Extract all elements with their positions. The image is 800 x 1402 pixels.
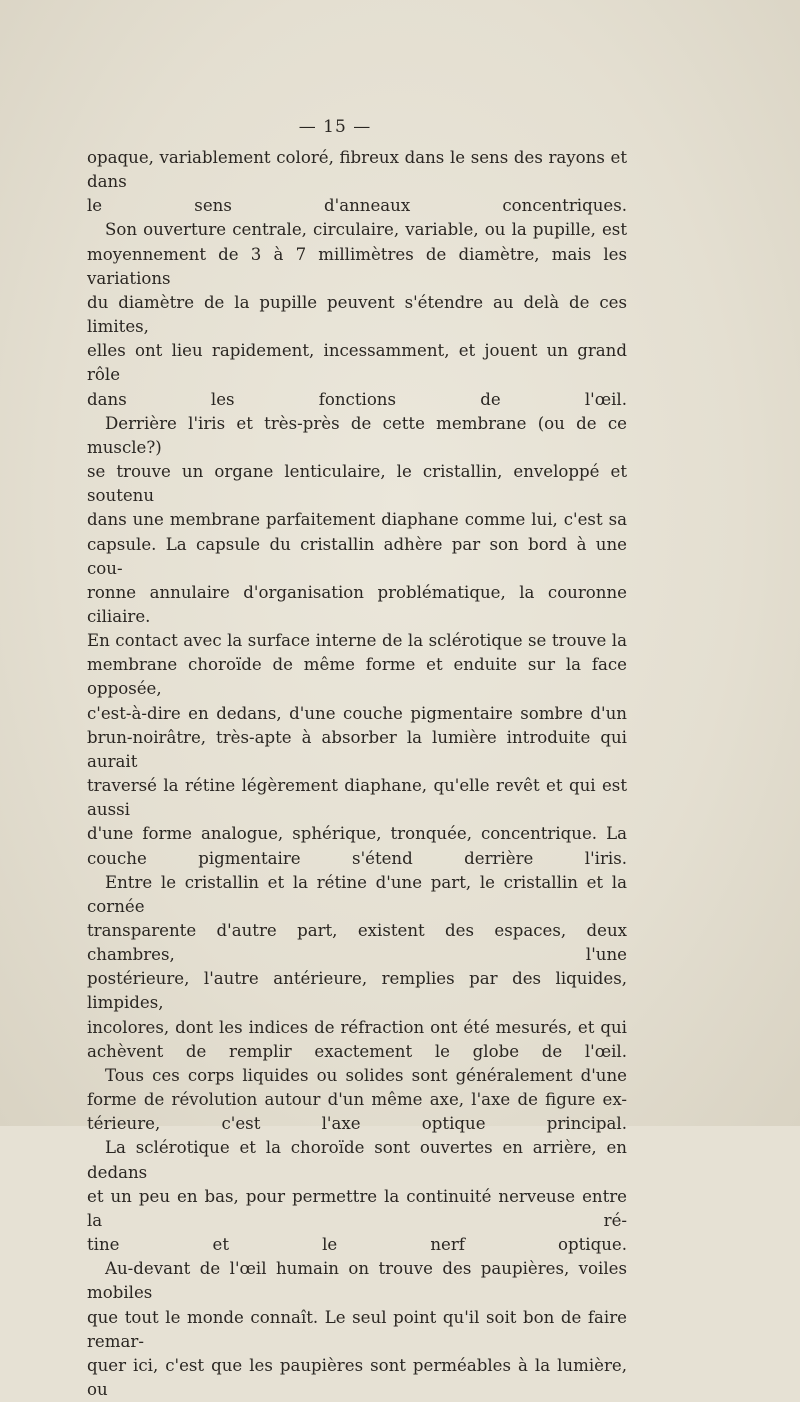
text-line: transparente d'autre part, existent des espaces, deux chambres, l'une [87,921,627,965]
text-line: opaque, variablement coloré, fibreux dans le sens des rayons et dans [87,148,627,192]
text-line: traversé la rétine légèrement diaphane, qu'elle revêt et qui est aussi [87,776,627,820]
text-line: se trouve un organe lenticulaire, le cristallin, enveloppé et soutenu [87,462,627,506]
text-line: ronne annulaire d'organisation problématique, la couronne ciliaire. [87,582,627,626]
text-line: Tous ces corps liquides ou solides sont généralement d'une [105,1065,627,1085]
text-line: La sclérotique et la choroïde sont ouvertes en arrière, en dedans [87,1138,627,1182]
text-line: du diamètre de la pupille peuvent s'étendre au delà de ces limites, [87,292,627,337]
text-line: postérieure, l'autre antérieure, remplies par des liquides, limpides, [87,969,627,1013]
text-line: c'est-à-dire en dedans, d'une couche pigmentaire sombre d'un [87,703,627,723]
text-line: achèvent de remplir exactement le globe de l'œil. [87,1041,627,1061]
paragraph-cristallin [87,412,627,871]
text-line: et un peu en bas, pour permettre la continuité nerveuse entre la ré- [87,1186,627,1230]
text-line: Son ouverture centrale, circulaire, variable, ou la pupille, est [105,220,627,240]
text-line: moyennement de 3 à 7 millimètres de diamètre, mais les variations [87,244,627,288]
text-line: le sens d'anneaux concentriques. [87,196,627,216]
paragraph-nerf-optique [87,1136,627,1257]
text-line: incolores, dont les indices de réfraction ont été mesurés, et qui [87,1017,627,1037]
text-line: dans les fonctions de l'œil. [87,389,627,409]
text-line: que tout le monde connaît. Le seul point qu'il soit bon de faire remar- [87,1307,627,1351]
paragraph-paupieres [87,1257,627,1402]
text-line: Derrière l'iris et très-près de cette membrane (ou de ce muscle?) [87,413,627,457]
text-line: Au-devant de l'œil humain on trouve des paupières, voiles mobiles [87,1259,627,1303]
text-line: Entre le cristallin et la rétine d'une part, le cristallin et la cornée [87,872,627,916]
paragraph-iris-continued [87,146,627,218]
text-line: En contact avec la surface interne de la sclérotique se trouve la [87,631,627,651]
text-line: quer ici, c'est que les paupières sont perméables à la lumière, ou [87,1355,627,1399]
text-line: forme de révolution autour d'un même axe, l'axe de figure ex- [87,1090,627,1110]
body-text [87,146,627,1402]
text-line: couche pigmentaire s'étend derrière l'iris. [87,848,627,868]
text-line: elles ont lieu rapidement, incessamment, et jouent un grand rôle [87,341,627,385]
paragraph-pupille [87,218,627,411]
text-line: tine et le nerf optique. [87,1235,627,1255]
text-line: capsule. La capsule du cristallin adhère par son bord à une cou- [87,534,627,578]
paragraph-chambres [87,871,627,1064]
text-line: membrane choroïde de même forme et enduite sur la face opposée, [87,655,627,699]
text-line: d'une forme analogue, sphérique, tronquée, concentrique. La [87,824,627,844]
text-line: térieure, c'est l'axe optique principal. [87,1114,627,1134]
text-line: brun-noirâtre, très-apte à absorber la lumière introduite qui aurait [87,727,627,771]
page-number: — 15 — [298,117,372,137]
text-line: dans une membrane parfaitement diaphane comme lui, c'est sa [87,510,627,530]
